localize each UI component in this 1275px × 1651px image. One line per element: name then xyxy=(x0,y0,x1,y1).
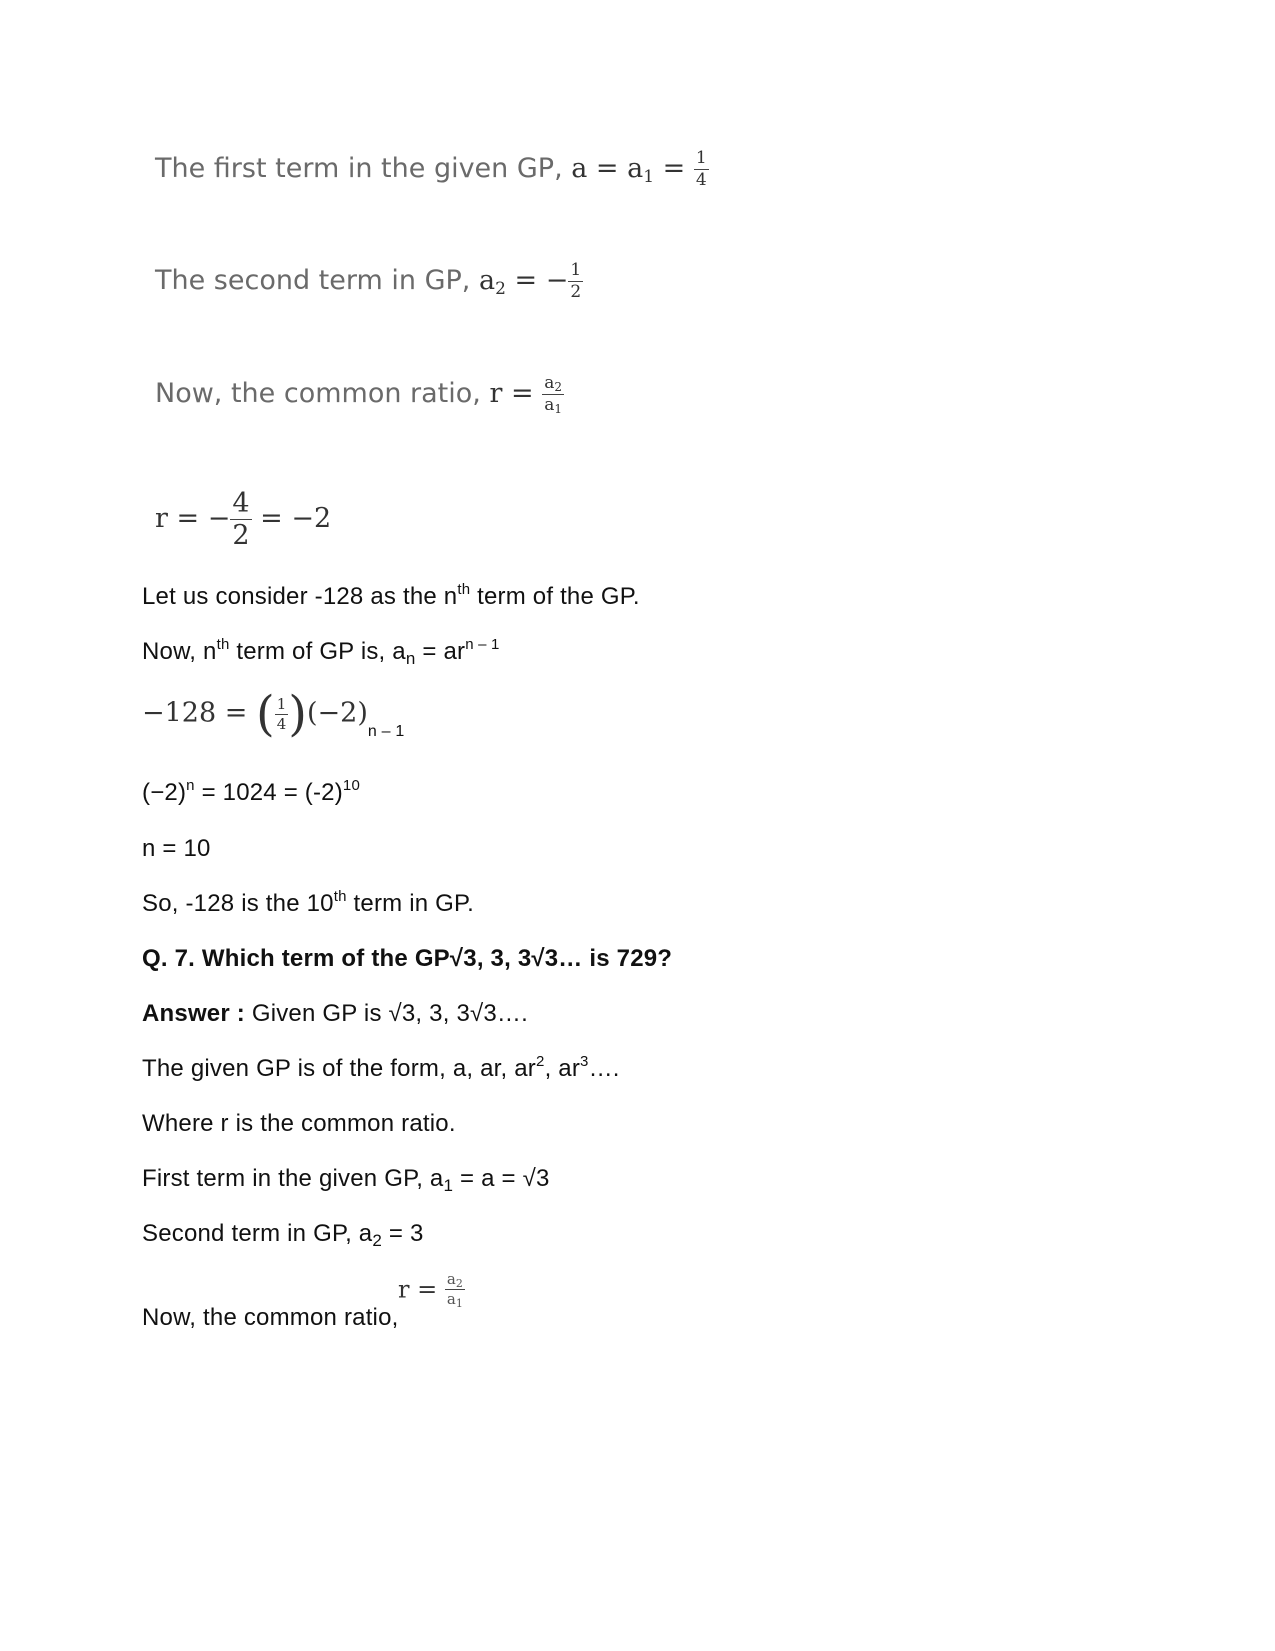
n-result: n = 10 xyxy=(142,835,211,862)
answer-label: Answer : xyxy=(142,1000,245,1027)
nth-term-formula: Now, $n^{th}$ term of GP is, $a_n = ar^{n - 1}$ xyxy=(142,636,500,668)
common-ratio-var: r = xyxy=(489,378,534,409)
second-term-q7: Second term in GP, $a_2 = 3$ xyxy=(142,1220,424,1250)
ratio-definition: Where r is the common ratio. xyxy=(142,1110,456,1137)
power-equation: $(-2)^n = 1024 = (-2)^{10}$ xyxy=(142,777,361,806)
answer-text: Given GP is √3, 3, 3√3…. xyxy=(244,1000,528,1027)
ratio-fraction: $\frac{4}{2}$ xyxy=(232,488,250,551)
common-ratio-line xyxy=(155,375,564,414)
question-7: Q. 7. Which term of the GP√3, 3, 3√3… is 729? xyxy=(142,945,673,972)
common-ratio-q7-label: Now, the common ratio, xyxy=(142,1304,399,1331)
first-term-line xyxy=(155,150,709,189)
second-term-var: $a_2$ = − xyxy=(478,265,569,299)
common-ratio-label: Now, the common ratio, xyxy=(155,378,481,409)
gp-form-line: The given GP is of the form, a, ar, $ar^2$, $ar^3\dots$. xyxy=(142,1053,620,1082)
second-term-line xyxy=(155,262,583,301)
common-ratio-q7-var: r = xyxy=(398,1275,438,1304)
ratio-result-line xyxy=(155,490,331,549)
common-ratio-q7-fraction: $\frac{a_2}{a_1}$ xyxy=(446,1270,463,1310)
equation-exponent: n – 1 xyxy=(367,722,405,740)
equation-substitution: −128 = ( $\frac{1}{4}$ )$(-2)_{n - 1}$ xyxy=(142,686,405,742)
equation-lhs: −128 = xyxy=(142,697,248,729)
second-term-fraction: $\frac{1}{2}$ xyxy=(570,260,582,302)
ratio-result: = −2 xyxy=(260,503,332,534)
conclusion-line: So, -128 is the 10th term in GP. xyxy=(142,888,474,917)
common-ratio-fraction: $\frac{a_2}{a_1}$ xyxy=(544,373,562,416)
second-term-label: The second term in GP, xyxy=(155,265,471,296)
first-term-label: The first term in the given GP, xyxy=(155,153,563,184)
ratio-var: r = xyxy=(155,503,200,534)
first-term-var: $a = a_1$ = xyxy=(571,153,686,187)
first-term-fraction: $\frac{1}{4}$ xyxy=(695,148,707,190)
common-ratio-q7-formula xyxy=(398,1270,465,1310)
nth-term-consider: Let us consider -128 as the $n^{th}$ term of the GP. xyxy=(142,581,640,610)
ratio-sign: − xyxy=(207,503,231,534)
first-term-q7: First term in the given GP, $a_1 = a = √3$ xyxy=(142,1165,550,1195)
equation-fraction: $\frac{1}{4}$ xyxy=(276,694,287,733)
equation-base: (−2) xyxy=(306,697,368,729)
answer-line xyxy=(142,1000,528,1028)
